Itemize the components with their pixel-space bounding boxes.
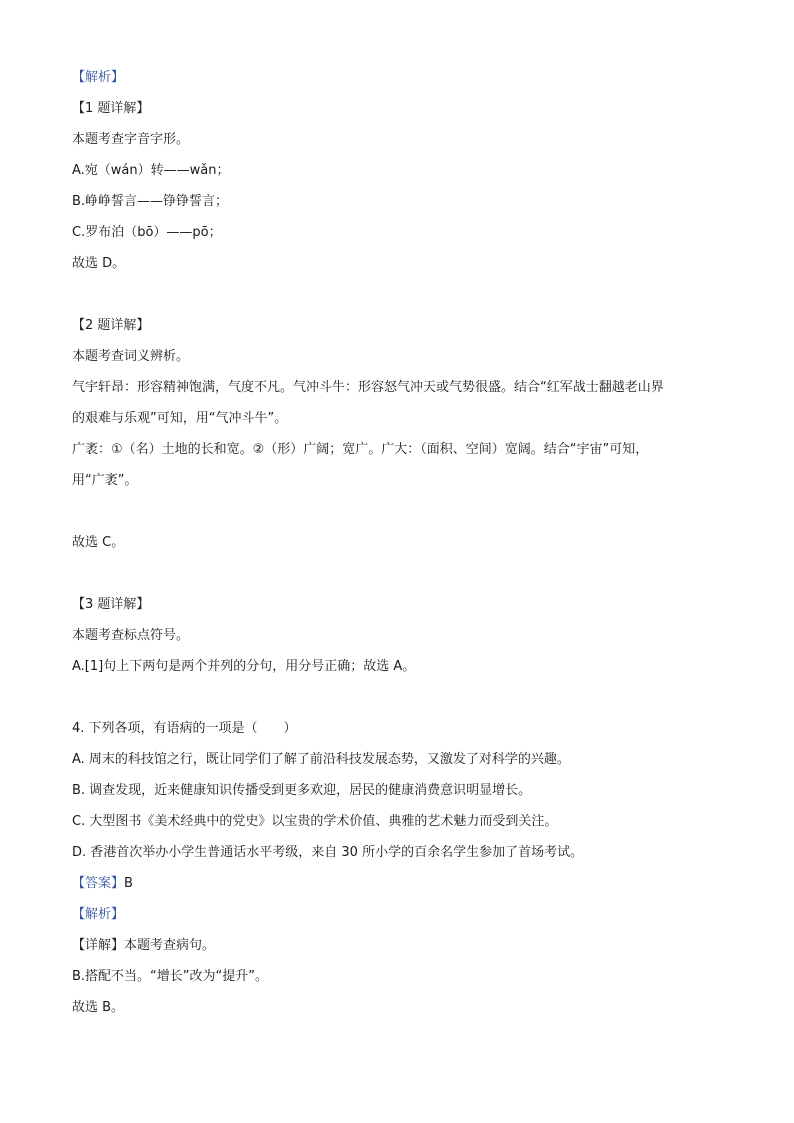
spacer — [72, 558, 732, 589]
analysis-label: 【解析】 — [72, 70, 125, 85]
q4-detail — [72, 930, 732, 961]
answer-label: 【答案】 — [72, 876, 125, 891]
q4-option-d: D. 香港首次举办小学生普通话水平考级，来自 30 所小学的百余名学生参加了首场考试。 — [72, 845, 584, 860]
detail-label: 【详解】 — [72, 938, 125, 953]
q4-option-b: B. 调查发现，近来健康知识传播受到更多欢迎，居民的健康消费意识明显增长。 — [72, 783, 532, 798]
q4-option-c: C. 大型图书《美术经典中的党史》以宝贵的学术价值、典雅的艺术魅力而受到关注。 — [72, 814, 558, 829]
q2-para2-line2: 用“广袤”。 — [72, 473, 138, 488]
q2-para2-line1: 广袤：①（名）土地的长和宽。②（形）广阔；宽广。广大：（面积、空间）宽阔。结合“宇宙”可知， — [72, 442, 649, 457]
q4-answer — [72, 868, 732, 899]
q4-stem: 4. 下列各项，有语病的一项是（ ） — [72, 721, 297, 736]
spacer — [72, 682, 732, 713]
q1-topic: 本题考查字音字形。 — [72, 132, 190, 147]
q4-conclusion: 故选 B。 — [72, 1000, 125, 1015]
q4-option-a: A. 周末的科技馆之行，既让同学们了解了前沿科技发展态势，又激发了对科学的兴趣。 — [72, 752, 570, 767]
spacer — [72, 279, 732, 310]
q2-para1-line1: 气宇轩昂：形容精神饱满，气度不凡。气冲斗牛：形容怒气冲天或气势很盛。结合“红军战士翻越老山界 — [72, 380, 664, 395]
q1-option-c: C.罗布泊（bō）——pō； — [72, 225, 222, 240]
q2-topic: 本题考查词义辨析。 — [72, 349, 190, 364]
q3-detail-heading: 【3 题详解】 — [72, 597, 150, 612]
q4-explanation: B.搭配不当。“增长”改为“提升”。 — [72, 969, 268, 984]
q3-explanation: A.[1]句上下两句是两个并列的分句，用分号正确；故选 A。 — [72, 659, 416, 674]
q1-option-b: B.峥峥誓言——铮铮誓言； — [72, 194, 229, 209]
q1-detail-heading: 【1 题详解】 — [72, 101, 150, 116]
q4-analysis-label: 【解析】 — [72, 907, 125, 922]
q1-conclusion: 故选 D。 — [72, 256, 126, 271]
answer-value: B — [124, 876, 133, 891]
q2-para1-line2: 的艰难与乐观”可知，用“气冲斗牛”。 — [72, 411, 288, 426]
q3-topic: 本题考查标点符号。 — [72, 628, 190, 643]
q1-option-a: A.宛（wán）转——wǎn； — [72, 163, 230, 178]
q2-conclusion: 故选 C。 — [72, 535, 125, 550]
spacer — [72, 496, 732, 527]
q2-detail-heading: 【2 题详解】 — [72, 318, 150, 333]
detail-text: 本题考查病句。 — [124, 938, 216, 953]
document-page — [72, 62, 732, 1023]
